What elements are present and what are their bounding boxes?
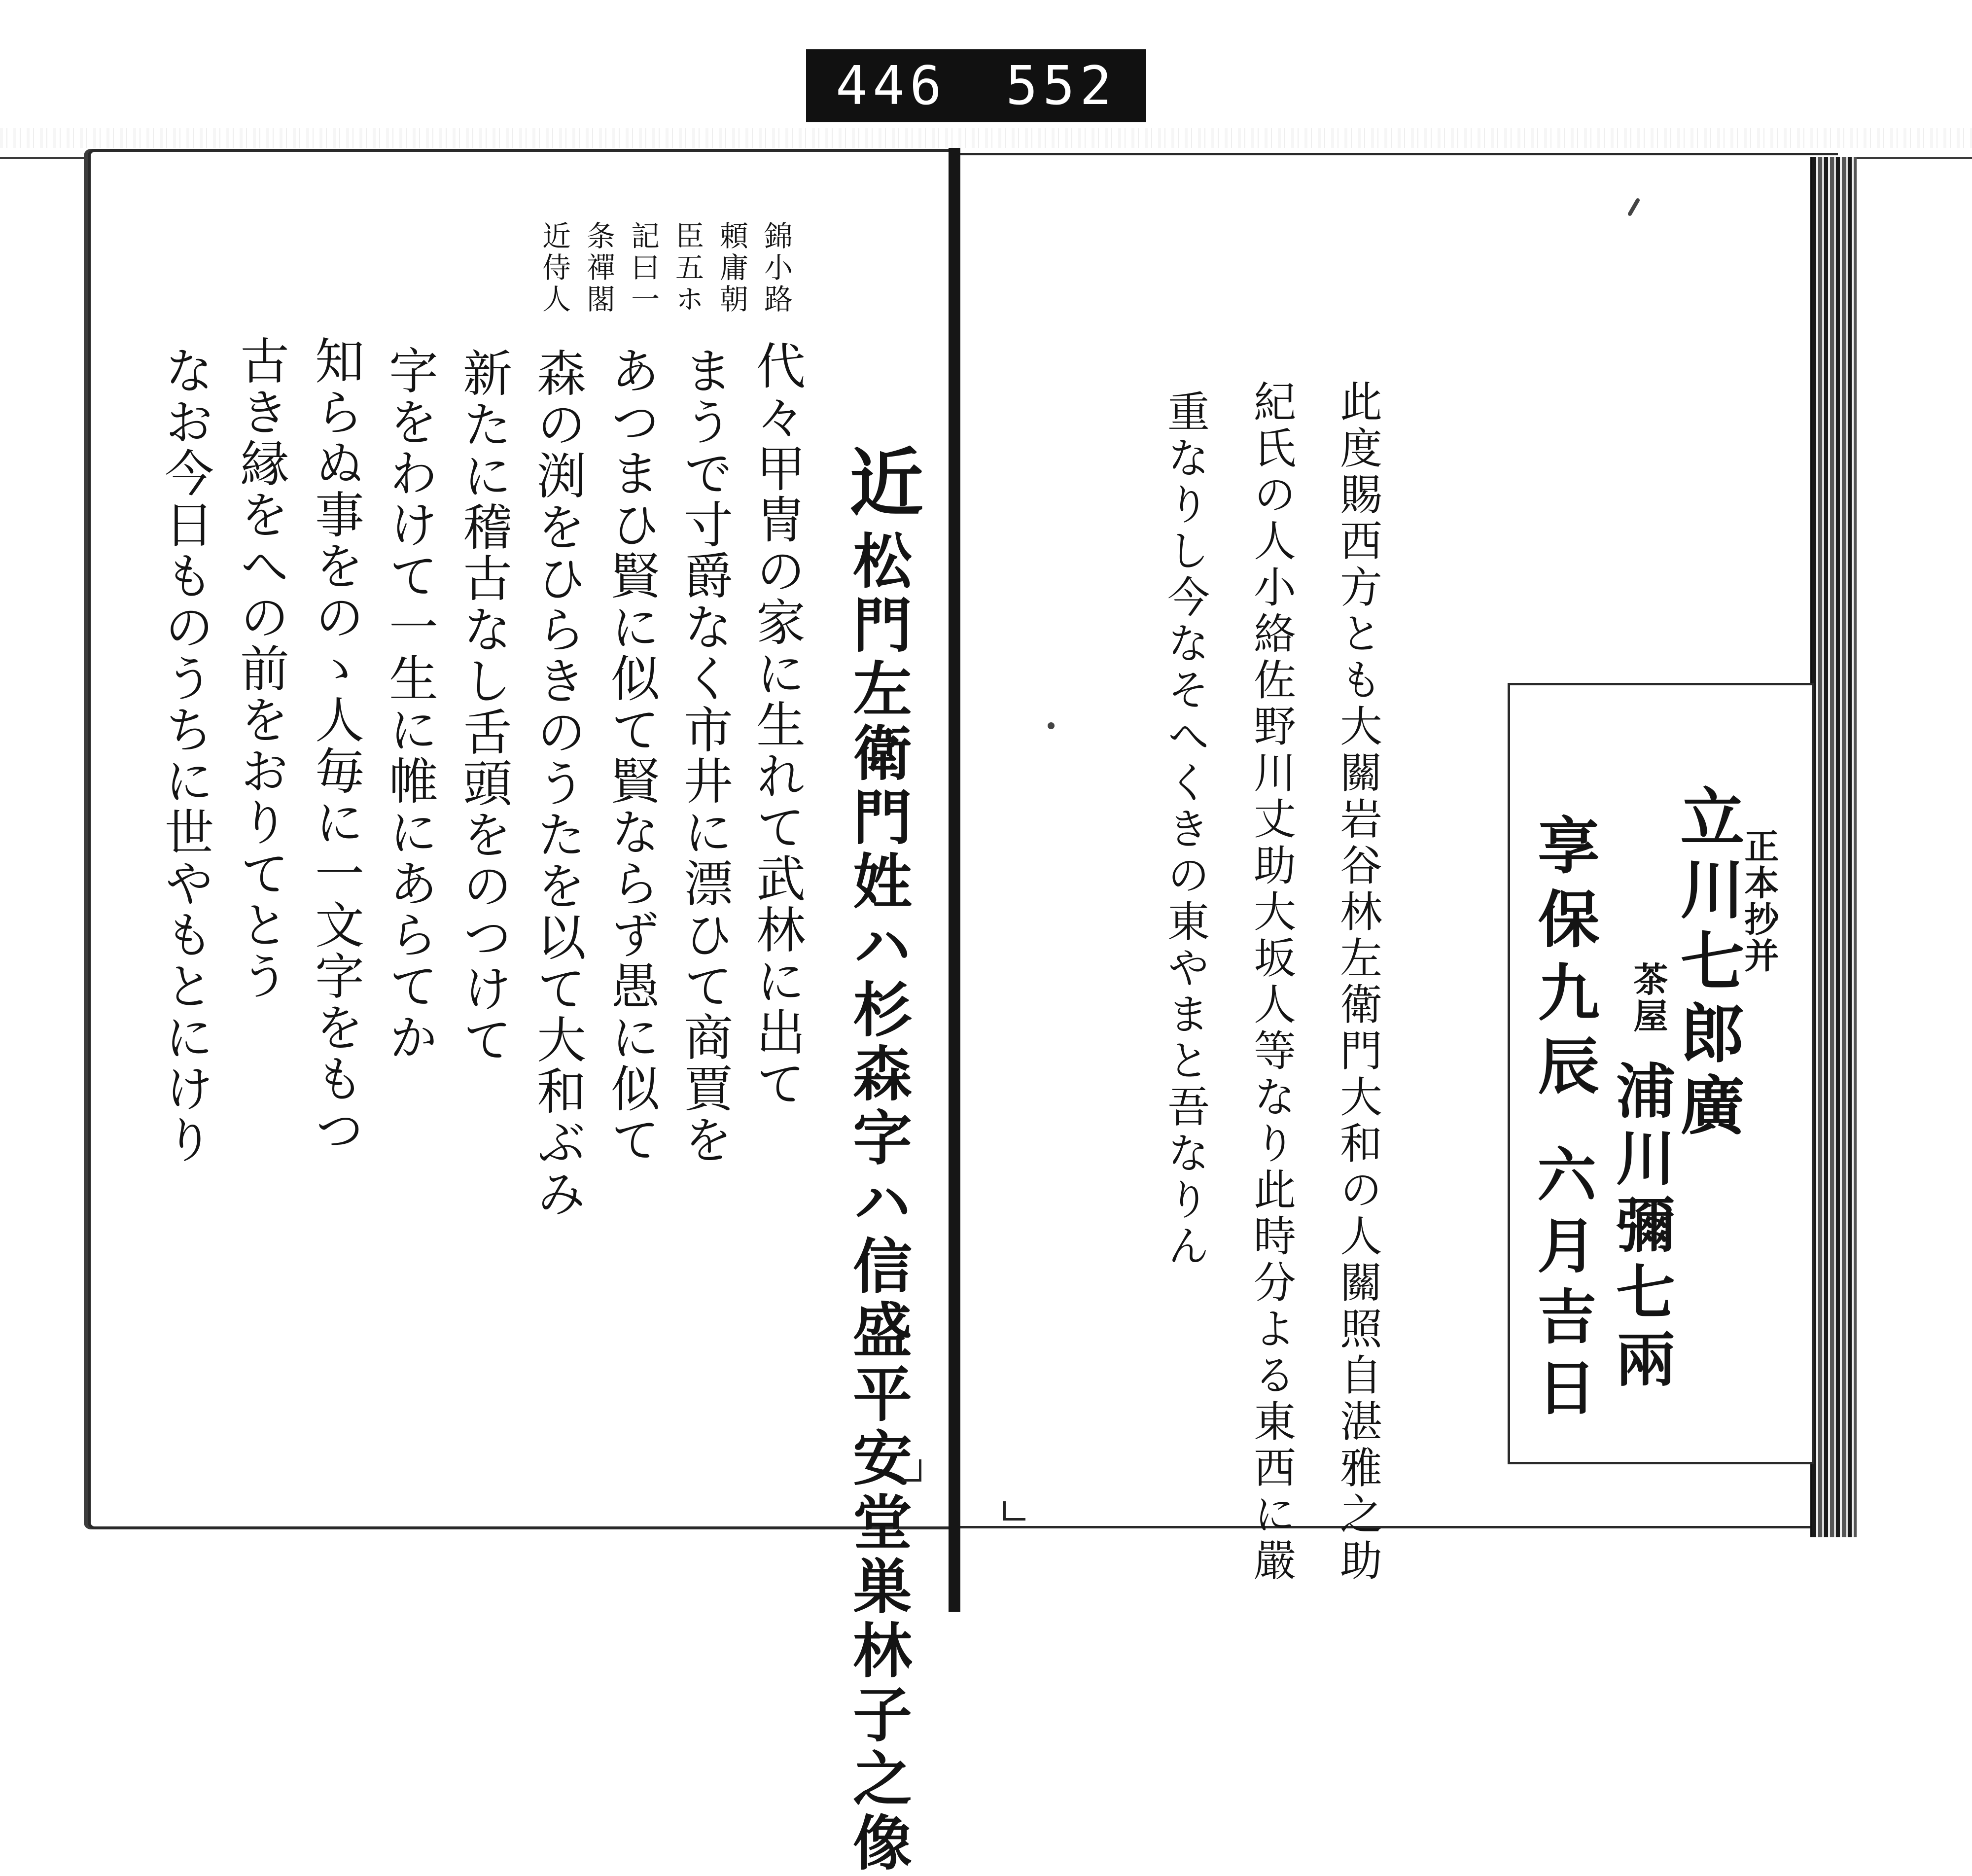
book-page-edges (1810, 157, 1857, 1537)
colophon-heading: 正本抄并 (1739, 828, 1780, 974)
colophon-column: 茶屋 (1628, 961, 1669, 1034)
frame-number-left: 446 (835, 55, 947, 117)
body-column: 古き縁をへの前をおりてとう (232, 335, 289, 1002)
body-column: 森の渕をひらきのうたを以て大和ぶみ (528, 348, 586, 1219)
body-column: 代々甲冑の家に生れて武林に出て (748, 340, 806, 1109)
body-column: 新たに稽古なし舌頭をのつけて (455, 348, 512, 1065)
body-column: あつまひ賢に似て賢ならず愚に似て (602, 345, 660, 1166)
scan-speck (1048, 722, 1055, 729)
frame-number-right: 552 (1005, 55, 1117, 117)
annotation-column: 近侍人 (537, 221, 571, 316)
body-column: なお今日ものうちに世やもとにけり (156, 345, 214, 1166)
right-text-column: 紀氏の人小絡佐野川丈助大坂人等なり此時分よる東西に嚴 (1246, 380, 1296, 1585)
annotation-column: 臣五ホ (670, 221, 704, 316)
colophon-column: 浦川彌七兩 (1606, 1060, 1676, 1395)
colophon-date: 六月吉日 (1527, 1144, 1597, 1428)
annotation-column: 記曰一 (626, 221, 660, 316)
scan-speckle (0, 128, 1972, 148)
book-gutter (949, 148, 960, 1612)
colophon-date: 享保九辰 (1527, 814, 1599, 1107)
film-frame-label (806, 49, 1146, 122)
page-corner-mark (1003, 1501, 1025, 1521)
title-initial: 近 (837, 444, 923, 523)
colophon-box (1508, 683, 1814, 1464)
right-text-column: 重なりし今なそへくきの東やまと吾なりん (1160, 389, 1209, 1270)
body-column: 知らぬ事をのゝ人毎に一文字をもつ (307, 335, 364, 1156)
annotation-column: 頼庸朝 (715, 221, 748, 316)
left-page (88, 149, 953, 1529)
title-column: 松門左衛門姓ハ杉森字ハ信盛平安堂巣林子之像 (843, 530, 913, 1876)
right-text-column: 此度賜西方とも大關岩谷林左衛門大和の人關照自湛雅之助 (1333, 380, 1382, 1585)
colophon-column: 立川七郎廣 (1670, 784, 1745, 1144)
page-corner-mark (902, 1459, 921, 1482)
annotation-column: 条禪閣 (582, 221, 615, 316)
body-column: まうで寸爵なく市井に漂ひて商賈を (675, 345, 733, 1166)
annotation-column: 錦小路 (759, 221, 793, 316)
body-column: 字をわけて一生に帷にあらてか (381, 345, 438, 1063)
